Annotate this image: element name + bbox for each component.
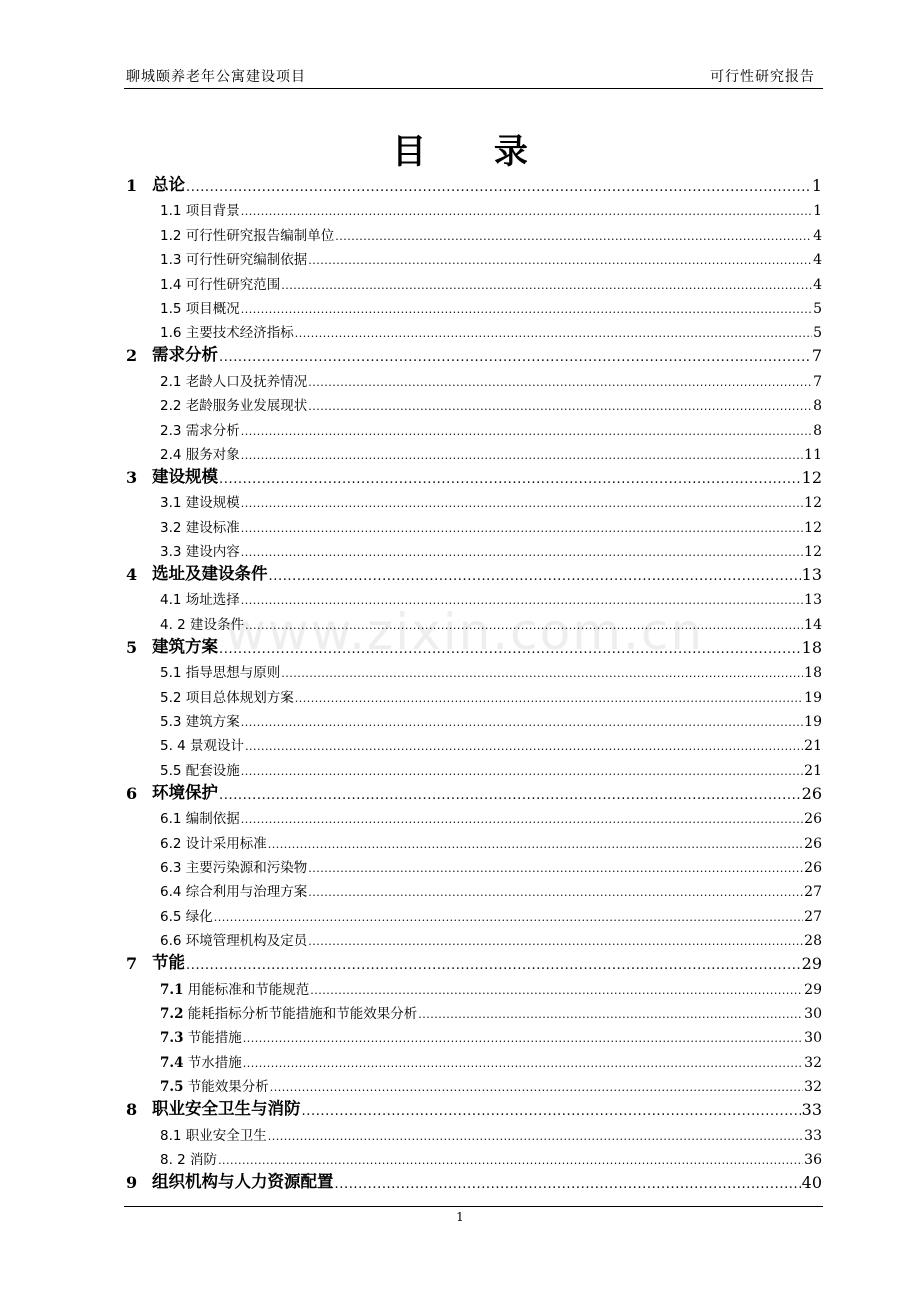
toc-leader-dots bbox=[186, 954, 801, 973]
toc-section-title bbox=[160, 1075, 269, 1095]
footer-page-number: 1 bbox=[456, 1210, 464, 1224]
toc-page-number: 4 bbox=[813, 276, 822, 293]
toc-page-number: 26 bbox=[804, 835, 822, 852]
toc-page-number: 12 bbox=[801, 467, 822, 487]
toc-section-title: 2.4 服务对象 bbox=[160, 446, 240, 463]
toc-leader-dots bbox=[241, 200, 812, 219]
toc-page-number: 12 bbox=[804, 495, 822, 512]
toc-leader-dots bbox=[302, 1100, 801, 1119]
toc-page-number: 30 bbox=[804, 1005, 822, 1022]
toc-section-title: 1.3 可行性研究编制依据 bbox=[160, 252, 308, 269]
toc-section-item[interactable] bbox=[124, 657, 822, 681]
toc-page-number: 29 bbox=[801, 954, 822, 974]
toc-section-item[interactable] bbox=[124, 439, 822, 463]
toc-page-number: 13 bbox=[804, 592, 822, 609]
toc-chapter-number: 7 bbox=[126, 954, 138, 974]
toc-section-item[interactable] bbox=[124, 414, 822, 438]
toc-leader-dots bbox=[243, 1052, 803, 1071]
watermark: www.zixin.com.cn bbox=[225, 603, 705, 661]
toc-section-title: 6.5 绿化 bbox=[160, 908, 213, 925]
toc-chapter-number: 6 bbox=[126, 783, 138, 803]
toc-leader-dots bbox=[241, 541, 803, 560]
toc-section-item[interactable] bbox=[124, 1144, 822, 1168]
footer-rule bbox=[124, 1206, 823, 1207]
toc-page-number: 8 bbox=[813, 422, 822, 439]
toc-section-item[interactable] bbox=[124, 681, 822, 705]
toc-leader-dots bbox=[241, 420, 812, 439]
toc-leader-dots bbox=[241, 517, 803, 536]
toc-section-item[interactable] bbox=[124, 511, 822, 535]
toc-page-number: 4 bbox=[813, 252, 822, 269]
toc-section-item[interactable] bbox=[124, 487, 822, 511]
toc-chapter-title: 选址及建设条件 bbox=[152, 564, 268, 584]
toc-section-title bbox=[160, 978, 309, 998]
toc-leader-dots bbox=[418, 1003, 803, 1022]
toc-chapter-title: 组织机构与人力资源配置 bbox=[152, 1171, 334, 1191]
toc-page-number: 13 bbox=[801, 565, 822, 585]
toc-chapter-4[interactable] bbox=[124, 560, 822, 584]
toc-section-item[interactable] bbox=[124, 852, 822, 876]
toc-leader-dots bbox=[308, 371, 812, 390]
toc-section-title: 3.2 建设标准 bbox=[160, 519, 240, 536]
toc-page-number: 27 bbox=[804, 884, 822, 901]
toc-section-item[interactable] bbox=[124, 754, 822, 778]
toc-page-number: 33 bbox=[804, 1127, 822, 1144]
toc-page-number: 29 bbox=[804, 981, 822, 998]
toc-section-number: 7.1 bbox=[160, 981, 184, 998]
toc-leader-dots bbox=[245, 735, 803, 754]
toc-section-label: 用能标准和节能规范 bbox=[187, 981, 310, 998]
toc-section-item[interactable] bbox=[124, 219, 822, 243]
toc-section-title: 3.1 建设规模 bbox=[160, 495, 240, 512]
toc-section-item[interactable] bbox=[124, 998, 822, 1022]
toc-page-number: 12 bbox=[804, 519, 822, 536]
toc-leader-dots bbox=[241, 492, 803, 511]
toc-leader-dots bbox=[335, 225, 812, 244]
toc-chapter-number: 8 bbox=[126, 1100, 138, 1120]
toc-leader-dots bbox=[310, 979, 803, 998]
toc-leader-dots bbox=[245, 614, 803, 633]
toc-section-label: 节能措施 bbox=[187, 1030, 242, 1047]
toc-section-title: 1.2 可行性研究报告编制单位 bbox=[160, 227, 335, 244]
toc-section-item[interactable] bbox=[124, 827, 822, 851]
toc-section-item[interactable] bbox=[124, 317, 822, 341]
toc-page-number: 30 bbox=[804, 1030, 822, 1047]
toc-chapter-3[interactable] bbox=[124, 463, 822, 487]
toc-section-title bbox=[160, 1051, 242, 1071]
toc-page-number: 4 bbox=[813, 227, 822, 244]
toc-section-item[interactable] bbox=[124, 706, 822, 730]
header-report-type: 可行性研究报告 bbox=[710, 69, 815, 85]
toc-section-title: 8. 2 消防 bbox=[160, 1151, 218, 1168]
toc-leader-dots bbox=[268, 1125, 803, 1144]
toc-section-label: 节水措施 bbox=[187, 1054, 242, 1071]
toc-leader-dots bbox=[186, 176, 811, 195]
toc-section-title: 2.2 老龄服务业发展现状 bbox=[160, 398, 308, 415]
toc-page-number: 28 bbox=[804, 933, 822, 950]
toc-page-number: 32 bbox=[804, 1079, 822, 1096]
toc-page-number: 1 bbox=[813, 203, 822, 220]
toc-page-number: 1 bbox=[811, 176, 822, 195]
toc-leader-dots bbox=[308, 395, 812, 414]
toc-leader-dots bbox=[308, 930, 803, 949]
toc-chapter-8[interactable] bbox=[124, 1095, 822, 1119]
toc-section-item[interactable] bbox=[124, 900, 822, 924]
toc-section-item[interactable] bbox=[124, 730, 822, 754]
toc-leader-dots bbox=[295, 322, 812, 341]
toc-page-number: 36 bbox=[804, 1151, 822, 1168]
toc-leader-dots bbox=[241, 808, 803, 827]
toc-section-title: 1.4 可行性研究范围 bbox=[160, 276, 281, 293]
toc-chapter-5[interactable] bbox=[124, 633, 822, 657]
toc-leader-dots bbox=[219, 638, 801, 657]
toc-chapter-title: 建筑方案 bbox=[152, 636, 218, 656]
toc-section-label: 节能效果分析 bbox=[187, 1079, 269, 1096]
toc-section-item[interactable] bbox=[124, 608, 822, 632]
toc-section-title: 5.5 配套设施 bbox=[160, 762, 240, 779]
toc-title: 目 录 bbox=[392, 132, 556, 172]
toc-section-item[interactable] bbox=[124, 268, 822, 292]
toc-section-item[interactable] bbox=[124, 390, 822, 414]
toc-leader-dots bbox=[268, 833, 803, 852]
toc-section-title: 8.1 职业安全卫生 bbox=[160, 1127, 267, 1144]
toc-page-number: 11 bbox=[804, 446, 822, 463]
toc-page-number: 12 bbox=[804, 544, 822, 561]
toc-page-number: 5 bbox=[813, 300, 822, 317]
toc-section-title bbox=[160, 1002, 417, 1022]
toc-section-title: 1.6 主要技术经济指标 bbox=[160, 325, 294, 342]
toc-leader-dots bbox=[241, 760, 803, 779]
header-project-name: 聊城颐养老年公寓建设项目 bbox=[126, 69, 306, 85]
toc-leader-dots bbox=[270, 1076, 803, 1095]
toc-page-number: 40 bbox=[801, 1172, 822, 1192]
toc-section-item[interactable] bbox=[124, 1022, 822, 1046]
toc-section-item[interactable] bbox=[124, 244, 822, 268]
toc-page-number: 18 bbox=[801, 637, 822, 657]
toc-section-title: 6.6 环境管理机构及定员 bbox=[160, 933, 308, 950]
toc-leader-dots bbox=[241, 589, 803, 608]
toc-chapter-number: 2 bbox=[126, 346, 138, 366]
toc-leader-dots bbox=[214, 906, 803, 925]
toc-leader-dots bbox=[281, 662, 803, 681]
toc-section-item[interactable] bbox=[124, 584, 822, 608]
toc-page-number: 5 bbox=[813, 325, 822, 342]
toc-section-title: 5.1 指导思想与原则 bbox=[160, 665, 281, 682]
toc-section-title: 6.4 综合利用与治理方案 bbox=[160, 884, 308, 901]
toc-chapter-title: 节能 bbox=[152, 953, 185, 973]
toc-chapter-9[interactable] bbox=[124, 1168, 822, 1192]
toc-section-number: 7.4 bbox=[160, 1054, 184, 1071]
toc-section-number: 7.2 bbox=[160, 1005, 184, 1022]
toc-chapter-number: 4 bbox=[126, 565, 138, 585]
toc-leader-dots bbox=[241, 298, 812, 317]
toc-chapter-number: 9 bbox=[126, 1172, 138, 1192]
toc-leader-dots bbox=[243, 1027, 803, 1046]
toc-section-item[interactable] bbox=[124, 195, 822, 219]
toc-page-number: 19 bbox=[804, 689, 822, 706]
toc-chapter-number: 1 bbox=[126, 176, 138, 195]
toc-chapter-title: 建设规模 bbox=[152, 466, 218, 486]
toc-section-item[interactable] bbox=[124, 1119, 822, 1143]
toc-page-number: 32 bbox=[804, 1054, 822, 1071]
toc-section-title: 4. 2 建设条件 bbox=[160, 616, 245, 633]
page-header bbox=[124, 66, 823, 89]
toc-chapter-title: 职业安全卫生与消防 bbox=[152, 1099, 301, 1119]
toc-page-number: 33 bbox=[801, 1100, 822, 1120]
toc-section-item[interactable] bbox=[124, 973, 822, 997]
toc-page-number: 7 bbox=[811, 346, 822, 366]
toc-leader-dots bbox=[335, 1173, 801, 1192]
toc-section-title: 6.3 主要污染源和污染物 bbox=[160, 859, 308, 876]
toc-chapter-title: 需求分析 bbox=[152, 345, 218, 365]
toc-section-title: 6.2 设计采用标准 bbox=[160, 835, 267, 852]
toc-page-number: 26 bbox=[804, 811, 822, 828]
toc-section-title: 5.3 建筑方案 bbox=[160, 714, 240, 731]
toc-leader-dots bbox=[241, 711, 803, 730]
table-of-contents bbox=[124, 171, 822, 1192]
toc-chapter-number: 5 bbox=[126, 637, 138, 657]
toc-section-item[interactable] bbox=[124, 365, 822, 389]
toc-section-title: 3.3 建设内容 bbox=[160, 544, 240, 561]
toc-leader-dots bbox=[281, 274, 812, 293]
toc-section-item[interactable] bbox=[124, 1046, 822, 1070]
toc-chapter-title: 环境保护 bbox=[152, 782, 218, 802]
toc-section-title: 6.1 编制依据 bbox=[160, 811, 240, 828]
toc-page-number: 21 bbox=[804, 738, 822, 755]
toc-page-number: 14 bbox=[804, 616, 822, 633]
toc-leader-dots bbox=[219, 784, 801, 803]
toc-chapter-2[interactable] bbox=[124, 341, 822, 365]
toc-chapter-title: 总论 bbox=[152, 175, 185, 194]
toc-section-item[interactable] bbox=[124, 876, 822, 900]
toc-section-item[interactable] bbox=[124, 1071, 822, 1095]
toc-leader-dots bbox=[219, 468, 801, 487]
toc-leader-dots bbox=[269, 565, 801, 584]
toc-section-title: 5. 4 景观设计 bbox=[160, 738, 245, 755]
toc-page-number: 21 bbox=[804, 762, 822, 779]
toc-section-number: 7.5 bbox=[160, 1079, 184, 1096]
toc-leader-dots bbox=[308, 881, 803, 900]
toc-leader-dots bbox=[219, 346, 811, 365]
toc-leader-dots bbox=[308, 249, 812, 268]
toc-page-number: 26 bbox=[804, 859, 822, 876]
toc-section-title bbox=[160, 1026, 242, 1046]
toc-section-number: 7.3 bbox=[160, 1030, 184, 1047]
toc-page-number: 26 bbox=[801, 783, 822, 803]
toc-chapter-7[interactable] bbox=[124, 949, 822, 973]
toc-section-item[interactable] bbox=[124, 293, 822, 317]
toc-section-title: 4.1 场址选择 bbox=[160, 592, 240, 609]
toc-section-title: 1.5 项目概况 bbox=[160, 300, 240, 317]
toc-section-title: 2.1 老龄人口及抚养情况 bbox=[160, 373, 308, 390]
toc-section-label: 能耗指标分析节能措施和节能效果分析 bbox=[187, 1005, 418, 1022]
toc-section-item[interactable] bbox=[124, 925, 822, 949]
toc-page-number: 19 bbox=[804, 714, 822, 731]
toc-page-number: 27 bbox=[804, 908, 822, 925]
toc-leader-dots bbox=[295, 687, 803, 706]
toc-section-item[interactable] bbox=[124, 536, 822, 560]
toc-leader-dots bbox=[308, 857, 803, 876]
toc-section-title: 1.1 项目背景 bbox=[160, 203, 240, 220]
toc-leader-dots bbox=[241, 444, 803, 463]
toc-section-item[interactable] bbox=[124, 803, 822, 827]
toc-chapter-6[interactable] bbox=[124, 779, 822, 803]
toc-chapter-1[interactable] bbox=[124, 171, 822, 195]
toc-chapter-number: 3 bbox=[126, 467, 138, 487]
toc-section-title: 5.2 项目总体规划方案 bbox=[160, 689, 294, 706]
toc-leader-dots bbox=[218, 1149, 803, 1168]
toc-page-number: 8 bbox=[813, 398, 822, 415]
toc-page-number: 7 bbox=[813, 373, 822, 390]
toc-section-title: 2.3 需求分析 bbox=[160, 422, 240, 439]
toc-page-number: 18 bbox=[804, 665, 822, 682]
